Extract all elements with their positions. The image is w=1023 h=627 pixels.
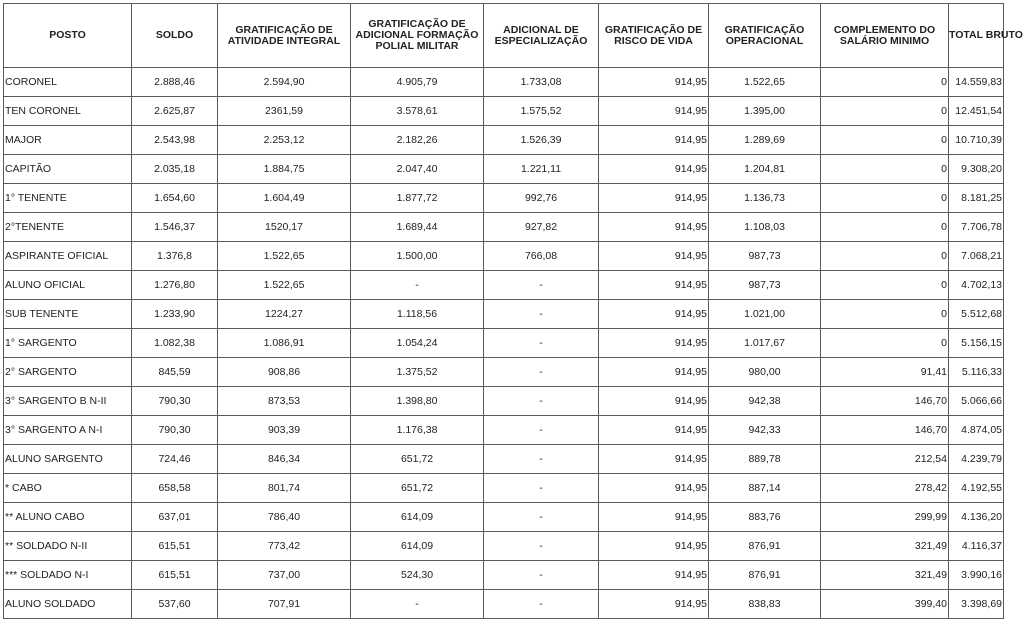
gratificacao-operacional-cell: 1.108,03	[709, 213, 821, 242]
header-total-bruto: TOTAL BRUTO	[949, 4, 1004, 68]
gratificacao-operacional-cell: 980,00	[709, 358, 821, 387]
table-row	[4, 474, 1004, 503]
gratificacao-adicional-formacao-cell: 2.047,40	[351, 155, 484, 184]
salary-table	[3, 3, 1023, 619]
table-row	[4, 561, 1004, 590]
gratificacao-risco-de-vida-cell: 914,95	[599, 68, 709, 97]
gratificacao-adicional-formacao-cell: 524,30	[351, 561, 484, 590]
adicional-especializacao-cell: 1.526,39	[484, 126, 599, 155]
complemento-salario-minimo-cell: 278,42	[821, 474, 949, 503]
complemento-salario-minimo-cell: 321,49	[821, 532, 949, 561]
gratificacao-risco-de-vida-cell: 914,95	[599, 445, 709, 474]
gratificacao-atividade-integral-cell: 1.086,91	[218, 329, 351, 358]
posto-cell: 2°TENENTE	[4, 213, 132, 242]
gratificacao-risco-de-vida-cell: 914,95	[599, 358, 709, 387]
posto-cell: TEN CORONEL	[4, 97, 132, 126]
gratificacao-atividade-integral-cell: 903,39	[218, 416, 351, 445]
adicional-especializacao-cell: -	[484, 474, 599, 503]
total-bruto-cell: 5.156,15	[949, 329, 1004, 358]
table-row	[4, 590, 1004, 619]
gratificacao-operacional-cell: 883,76	[709, 503, 821, 532]
gratificacao-adicional-formacao-cell: 1.118,56	[351, 300, 484, 329]
gratificacao-risco-de-vida-cell: 914,95	[599, 387, 709, 416]
gratificacao-operacional-cell: 1.522,65	[709, 68, 821, 97]
adicional-especializacao-cell: -	[484, 416, 599, 445]
gratificacao-atividade-integral-cell: 801,74	[218, 474, 351, 503]
complemento-salario-minimo-cell: 0	[821, 184, 949, 213]
total-bruto-cell: 5.066,66	[949, 387, 1004, 416]
complemento-salario-minimo-cell: 0	[821, 155, 949, 184]
table-row	[4, 503, 1004, 532]
total-bruto-cell: 4.874,05	[949, 416, 1004, 445]
complemento-salario-minimo-cell: 0	[821, 271, 949, 300]
table-row	[4, 68, 1004, 97]
gratificacao-operacional-cell: 942,33	[709, 416, 821, 445]
gratificacao-operacional-cell: 942,38	[709, 387, 821, 416]
gratificacao-atividade-integral-cell: 737,00	[218, 561, 351, 590]
gratificacao-operacional-cell: 838,83	[709, 590, 821, 619]
posto-cell: 2° SARGENTO	[4, 358, 132, 387]
complemento-salario-minimo-cell: 146,70	[821, 416, 949, 445]
table-row	[4, 387, 1004, 416]
posto-cell: ** ALUNO CABO	[4, 503, 132, 532]
posto-cell: 3° SARGENTO A N-I	[4, 416, 132, 445]
gratificacao-operacional-cell: 1.289,69	[709, 126, 821, 155]
total-bruto-cell: 4.192,55	[949, 474, 1004, 503]
header-posto: POSTO	[4, 4, 132, 68]
posto-cell: *** SOLDADO N-I	[4, 561, 132, 590]
complemento-salario-minimo-cell: 212,54	[821, 445, 949, 474]
gratificacao-atividade-integral-cell: 786,40	[218, 503, 351, 532]
gratificacao-atividade-integral-cell: 2.253,12	[218, 126, 351, 155]
header-complemento-salario-minimo: COMPLEMENTO DO SALÁRIO MINIMO	[821, 4, 949, 68]
gratificacao-atividade-integral-cell: 1.604,49	[218, 184, 351, 213]
gratificacao-atividade-integral-cell: 1.522,65	[218, 242, 351, 271]
gratificacao-operacional-cell: 889,78	[709, 445, 821, 474]
gratificacao-operacional-cell: 1.021,00	[709, 300, 821, 329]
gratificacao-risco-de-vida-cell: 914,95	[599, 329, 709, 358]
total-bruto-cell: 5.116,33	[949, 358, 1004, 387]
gratificacao-atividade-integral-cell: 873,53	[218, 387, 351, 416]
adicional-especializacao-cell: -	[484, 358, 599, 387]
table-header-row	[4, 4, 1004, 68]
complemento-salario-minimo-cell: 0	[821, 126, 949, 155]
gratificacao-adicional-formacao-cell: 651,72	[351, 474, 484, 503]
gratificacao-operacional-cell: 1.395,00	[709, 97, 821, 126]
gratificacao-adicional-formacao-cell: -	[351, 590, 484, 619]
adicional-especializacao-cell: 992,76	[484, 184, 599, 213]
gratificacao-risco-de-vida-cell: 914,95	[599, 184, 709, 213]
adicional-especializacao-cell: -	[484, 561, 599, 590]
gratificacao-operacional-cell: 876,91	[709, 561, 821, 590]
adicional-especializacao-cell: -	[484, 300, 599, 329]
gratificacao-operacional-cell: 876,91	[709, 532, 821, 561]
gratificacao-adicional-formacao-cell: 1.375,52	[351, 358, 484, 387]
gratificacao-risco-de-vida-cell: 914,95	[599, 590, 709, 619]
gratificacao-risco-de-vida-cell: 914,95	[599, 213, 709, 242]
soldo-cell: 790,30	[132, 387, 218, 416]
gratificacao-atividade-integral-cell: 1.884,75	[218, 155, 351, 184]
header-soldo: SOLDO	[132, 4, 218, 68]
soldo-cell: 615,51	[132, 532, 218, 561]
gratificacao-adicional-formacao-cell: 4.905,79	[351, 68, 484, 97]
soldo-cell: 658,58	[132, 474, 218, 503]
table-row	[4, 213, 1004, 242]
soldo-cell: 1.276,80	[132, 271, 218, 300]
adicional-especializacao-cell: 927,82	[484, 213, 599, 242]
soldo-cell: 845,59	[132, 358, 218, 387]
gratificacao-risco-de-vida-cell: 914,95	[599, 503, 709, 532]
soldo-cell: 790,30	[132, 416, 218, 445]
gratificacao-atividade-integral-cell: 1520,17	[218, 213, 351, 242]
gratificacao-adicional-formacao-cell: 1.877,72	[351, 184, 484, 213]
posto-cell: ASPIRANTE OFICIAL	[4, 242, 132, 271]
gratificacao-atividade-integral-cell: 1224,27	[218, 300, 351, 329]
posto-cell: ALUNO OFICIAL	[4, 271, 132, 300]
total-bruto-cell: 4.702,13	[949, 271, 1004, 300]
gratificacao-operacional-cell: 987,73	[709, 271, 821, 300]
complemento-salario-minimo-cell: 299,99	[821, 503, 949, 532]
gratificacao-risco-de-vida-cell: 914,95	[599, 126, 709, 155]
adicional-especializacao-cell: -	[484, 445, 599, 474]
posto-cell: MAJOR	[4, 126, 132, 155]
gratificacao-adicional-formacao-cell: -	[351, 271, 484, 300]
adicional-especializacao-cell: 1.575,52	[484, 97, 599, 126]
adicional-especializacao-cell: -	[484, 271, 599, 300]
table-row	[4, 416, 1004, 445]
table-body	[4, 68, 1004, 619]
total-bruto-cell: 7.706,78	[949, 213, 1004, 242]
gratificacao-adicional-formacao-cell: 614,09	[351, 532, 484, 561]
soldo-cell: 2.035,18	[132, 155, 218, 184]
gratificacao-risco-de-vida-cell: 914,95	[599, 242, 709, 271]
posto-cell: CORONEL	[4, 68, 132, 97]
soldo-cell: 637,01	[132, 503, 218, 532]
total-bruto-cell: 3.990,16	[949, 561, 1004, 590]
table-row	[4, 184, 1004, 213]
soldo-cell: 1.376,8	[132, 242, 218, 271]
posto-cell: * CABO	[4, 474, 132, 503]
complemento-salario-minimo-cell: 0	[821, 242, 949, 271]
table-row	[4, 126, 1004, 155]
gratificacao-atividade-integral-cell: 707,91	[218, 590, 351, 619]
gratificacao-operacional-cell: 987,73	[709, 242, 821, 271]
table-row	[4, 155, 1004, 184]
table-row	[4, 358, 1004, 387]
soldo-cell: 2.888,46	[132, 68, 218, 97]
table-row	[4, 242, 1004, 271]
gratificacao-adicional-formacao-cell: 1.689,44	[351, 213, 484, 242]
adicional-especializacao-cell: -	[484, 532, 599, 561]
header-gratificacao-operacional: GRATIFICAÇÃO OPERACIONAL	[709, 4, 821, 68]
total-bruto-cell: 3.398,69	[949, 590, 1004, 619]
soldo-cell: 2.625,87	[132, 97, 218, 126]
gratificacao-risco-de-vida-cell: 914,95	[599, 416, 709, 445]
soldo-cell: 1.654,60	[132, 184, 218, 213]
table-row	[4, 271, 1004, 300]
complemento-salario-minimo-cell: 0	[821, 213, 949, 242]
posto-cell: ALUNO SARGENTO	[4, 445, 132, 474]
table-row	[4, 329, 1004, 358]
total-bruto-cell: 14.559,83	[949, 68, 1004, 97]
adicional-especializacao-cell: -	[484, 387, 599, 416]
gratificacao-risco-de-vida-cell: 914,95	[599, 474, 709, 503]
total-bruto-cell: 5.512,68	[949, 300, 1004, 329]
table-row	[4, 300, 1004, 329]
adicional-especializacao-cell: -	[484, 503, 599, 532]
adicional-especializacao-cell: 1.221,11	[484, 155, 599, 184]
total-bruto-cell: 8.181,25	[949, 184, 1004, 213]
gratificacao-atividade-integral-cell: 846,34	[218, 445, 351, 474]
soldo-cell: 615,51	[132, 561, 218, 590]
total-bruto-cell: 12.451,54	[949, 97, 1004, 126]
table-row	[4, 97, 1004, 126]
total-bruto-cell: 4.136,20	[949, 503, 1004, 532]
soldo-cell: 1.082,38	[132, 329, 218, 358]
total-bruto-cell: 4.239,79	[949, 445, 1004, 474]
header-adicional-especializacao: ADICIONAL DE ESPECIALIZAÇÃO	[484, 4, 599, 68]
complemento-salario-minimo-cell: 0	[821, 329, 949, 358]
adicional-especializacao-cell: -	[484, 590, 599, 619]
complemento-salario-minimo-cell: 0	[821, 300, 949, 329]
gratificacao-adicional-formacao-cell: 1.054,24	[351, 329, 484, 358]
complemento-salario-minimo-cell: 0	[821, 97, 949, 126]
gratificacao-operacional-cell: 1.017,67	[709, 329, 821, 358]
gratificacao-atividade-integral-cell: 773,42	[218, 532, 351, 561]
adicional-especializacao-cell: 766,08	[484, 242, 599, 271]
posto-cell: ALUNO SOLDADO	[4, 590, 132, 619]
total-bruto-cell: 7.068,21	[949, 242, 1004, 271]
header-gratificacao-adicional-formacao: GRATIFICAÇÃO DE ADICIONAL FORMAÇÃO POLIAL MILITAR	[351, 4, 484, 68]
complemento-salario-minimo-cell: 91,41	[821, 358, 949, 387]
soldo-cell: 537,60	[132, 590, 218, 619]
gratificacao-atividade-integral-cell: 2.594,90	[218, 68, 351, 97]
posto-cell: 1° SARGENTO	[4, 329, 132, 358]
adicional-especializacao-cell: -	[484, 329, 599, 358]
adicional-especializacao-cell: 1.733,08	[484, 68, 599, 97]
gratificacao-adicional-formacao-cell: 1.500,00	[351, 242, 484, 271]
gratificacao-risco-de-vida-cell: 914,95	[599, 561, 709, 590]
gratificacao-risco-de-vida-cell: 914,95	[599, 97, 709, 126]
soldo-cell: 1.546,37	[132, 213, 218, 242]
gratificacao-adicional-formacao-cell: 2.182,26	[351, 126, 484, 155]
gratificacao-adicional-formacao-cell: 3.578,61	[351, 97, 484, 126]
gratificacao-adicional-formacao-cell: 614,09	[351, 503, 484, 532]
gratificacao-adicional-formacao-cell: 651,72	[351, 445, 484, 474]
table-row	[4, 445, 1004, 474]
gratificacao-operacional-cell: 1.136,73	[709, 184, 821, 213]
gratificacao-risco-de-vida-cell: 914,95	[599, 155, 709, 184]
posto-cell: SUB TENENTE	[4, 300, 132, 329]
header-gratificacao-atividade-integral: GRATIFICAÇÃO DE ATIVIDADE INTEGRAL	[218, 4, 351, 68]
gratificacao-adicional-formacao-cell: 1.398,80	[351, 387, 484, 416]
header-gratificacao-risco-de-vida: GRATIFICAÇÃO DE RISCO DE VIDA	[599, 4, 709, 68]
gratificacao-risco-de-vida-cell: 914,95	[599, 300, 709, 329]
gratificacao-risco-de-vida-cell: 914,95	[599, 532, 709, 561]
gratificacao-operacional-cell: 1.204,81	[709, 155, 821, 184]
total-bruto-cell: 4.116,37	[949, 532, 1004, 561]
gratificacao-operacional-cell: 887,14	[709, 474, 821, 503]
soldo-cell: 724,46	[132, 445, 218, 474]
gratificacao-risco-de-vida-cell: 914,95	[599, 271, 709, 300]
complemento-salario-minimo-cell: 399,40	[821, 590, 949, 619]
posto-cell: 1° TENENTE	[4, 184, 132, 213]
gratificacao-atividade-integral-cell: 908,86	[218, 358, 351, 387]
soldo-cell: 1.233,90	[132, 300, 218, 329]
table-row	[4, 532, 1004, 561]
posto-cell: CAPITÃO	[4, 155, 132, 184]
total-bruto-cell: 9.308,20	[949, 155, 1004, 184]
gratificacao-atividade-integral-cell: 1.522,65	[218, 271, 351, 300]
posto-cell: ** SOLDADO N-II	[4, 532, 132, 561]
complemento-salario-minimo-cell: 146,70	[821, 387, 949, 416]
posto-cell: 3° SARGENTO B N-II	[4, 387, 132, 416]
complemento-salario-minimo-cell: 321,49	[821, 561, 949, 590]
gratificacao-adicional-formacao-cell: 1.176,38	[351, 416, 484, 445]
total-bruto-cell: 10.710,39	[949, 126, 1004, 155]
gratificacao-atividade-integral-cell: 2361,59	[218, 97, 351, 126]
complemento-salario-minimo-cell: 0	[821, 68, 949, 97]
soldo-cell: 2.543,98	[132, 126, 218, 155]
